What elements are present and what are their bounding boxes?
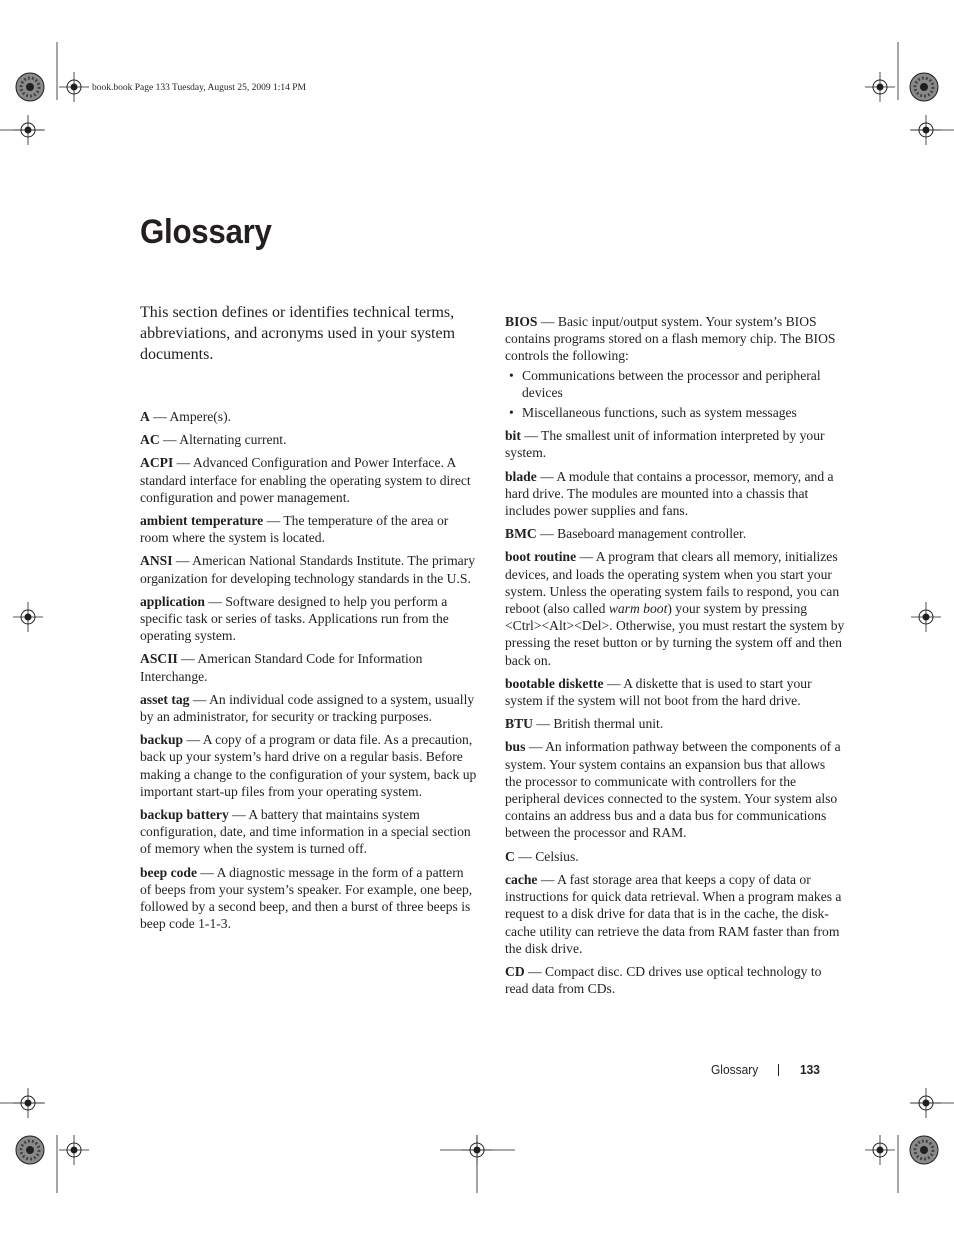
glossary-term: boot routine	[505, 549, 577, 565]
term-separator: —	[537, 314, 558, 329]
footer-section-label: Glossary	[711, 1062, 759, 1077]
glossary-term: ACPI	[140, 455, 174, 471]
glossary-definition: An individual code assigned to a system, usually by an administrator, for security or tracking purposes.	[140, 691, 475, 725]
term-separator: —	[514, 848, 536, 864]
glossary-term: CD	[505, 963, 525, 979]
glossary-right-group-1	[505, 427, 845, 542]
glossary-entry	[140, 731, 478, 800]
glossary-entry	[140, 408, 478, 425]
glossary-entry	[505, 468, 845, 520]
glossary-definition: A module that contains a processor, memory, and a hard drive. The modules are mounted into a chassis that includes power supplies and fans.	[505, 468, 834, 519]
term-separator: —	[263, 513, 284, 529]
glossary-term: ASCII	[140, 651, 178, 667]
glossary-definition: Alternating current.	[179, 432, 287, 448]
glossary-term: ANSI	[140, 553, 173, 569]
term-separator: —	[603, 675, 624, 691]
glossary-term: asset tag	[140, 691, 190, 707]
glossary-term: BIOS	[505, 314, 538, 329]
glossary-entry-boot-routine	[505, 548, 845, 668]
glossary-entry	[140, 864, 478, 933]
glossary-entry	[140, 650, 478, 684]
term-separator: —	[189, 691, 210, 707]
bios-bullet-list	[505, 367, 845, 422]
glossary-term: BTU	[505, 716, 533, 732]
glossary-term: bus	[505, 739, 526, 755]
glossary-term: blade	[505, 468, 537, 484]
glossary-definition: Compact disc. CD drives use optical technology to read data from CDs.	[505, 963, 822, 997]
glossary-definition: Ampere(s).	[169, 409, 231, 424]
intro-paragraph: This section defines or identifies technical terms, abbreviations, and acronyms used in your system documents.	[140, 304, 456, 363]
glossary-definition: American National Standards Institute. The primary organization for developing technology standards in the U.S.	[140, 553, 475, 586]
bullet-item: • Communications between the processor and peripheral devices	[505, 367, 845, 401]
glossary-definition-italic: warm boot	[608, 601, 668, 617]
term-separator: —	[520, 428, 542, 444]
glossary-entry	[505, 525, 845, 542]
glossary-definition: The smallest unit of information interpreted by your system.	[505, 428, 825, 461]
term-separator: —	[173, 455, 193, 471]
glossary-definition: Celsius.	[535, 848, 579, 864]
term-separator: —	[524, 963, 546, 979]
glossary-term: A	[140, 409, 150, 424]
glossary-entry	[140, 512, 478, 546]
glossary-entry	[505, 963, 845, 997]
glossary-definition: An information pathway between the components of a system. Your system contains an expansion bus that allows the processor to communicate with controllers for the peripheral devices connected to the system. Your system also contains an address bus and a data bus for communications between the processor and RAM.	[505, 739, 841, 841]
glossary-entry	[140, 552, 478, 586]
glossary-entry	[505, 738, 845, 841]
glossary-entry	[140, 431, 478, 448]
term-separator: —	[149, 409, 170, 424]
glossary-definition: Software designed to help you perform a specific task or series of tasks. Applications run from the operating system.	[140, 593, 449, 644]
term-separator: —	[532, 716, 554, 732]
glossary-entry	[505, 715, 845, 732]
glossary-definition: A battery that maintains system configuration, date, and time information in a special section of memory when the system is turned off.	[140, 807, 471, 857]
glossary-entry	[505, 848, 845, 865]
glossary-entry-bios	[505, 313, 845, 365]
term-separator: —	[204, 593, 226, 609]
glossary-left-column	[140, 408, 478, 938]
glossary-definition: British thermal unit.	[553, 716, 664, 732]
term-separator: —	[537, 871, 558, 887]
glossary-definition: Advanced Configuration and Power Interface. A standard interface for enabling the operating system to direct configuration and power management.	[140, 455, 471, 505]
term-separator: —	[576, 549, 596, 565]
term-separator: —	[172, 553, 193, 569]
glossary-entry	[140, 691, 478, 725]
glossary-term: AC	[140, 432, 160, 448]
glossary-definition-part: ) your system by pressing <Ctrl><Alt><Del>. Otherwise, you must restart the system by pressing the reset button or by turning the system off and then back on.	[505, 601, 845, 668]
glossary-definition: A diagnostic message in the form of a pattern of beeps from your system’s speaker. For example, one beep, followed by a second beep, and then a burst of three beeps is beep code 1-1-3.	[140, 864, 473, 932]
term-separator: —	[197, 864, 217, 880]
glossary-term: bootable diskette	[505, 675, 604, 691]
term-separator: —	[536, 468, 557, 484]
print-file-stamp: book.book Page 133 Tuesday, August 25, 2009 1:14 PM	[92, 83, 306, 93]
glossary-term: bit	[505, 428, 521, 444]
glossary-definition: American Standard Code for Information Interchange.	[140, 651, 423, 684]
page-title: Glossary	[140, 213, 272, 251]
glossary-definition: Basic input/output system. Your system’s BIOS contains programs stored on a flash memory chip. The BIOS controls the following:	[505, 314, 836, 364]
glossary-right-group-2	[505, 675, 845, 997]
page-number: 133	[800, 1062, 820, 1077]
glossary-definition: A copy of a program or data file. As a precaution, back up your system’s hard drive on a regular basis. Before making a change to the configuration of your system, back up important start-up files from your operating system.	[140, 732, 477, 799]
term-separator: —	[159, 432, 180, 448]
term-separator: —	[228, 807, 249, 823]
glossary-term: backup battery	[140, 807, 229, 823]
glossary-definition-part: A program that clears all memory, initializes devices, and loads the operating system when you start your system. Unless the operating system fails to respond, you can reboot (also called	[505, 549, 840, 617]
glossary-term: C	[505, 848, 515, 864]
term-separator: —	[183, 732, 203, 748]
glossary-entry	[505, 871, 845, 957]
glossary-entry	[505, 427, 845, 461]
glossary-right-column	[505, 313, 845, 1003]
glossary-entry	[140, 806, 478, 858]
glossary-term: backup	[140, 732, 184, 748]
glossary-term: application	[140, 593, 205, 609]
glossary-term: beep code	[140, 864, 198, 880]
glossary-term: ambient temperature	[140, 513, 264, 529]
glossary-definition: Baseboard management controller.	[557, 526, 747, 542]
glossary-entry	[505, 675, 845, 709]
glossary-entry	[140, 593, 478, 645]
glossary-definition: A diskette that is used to start your system if the system will not boot from the hard drive.	[505, 675, 812, 709]
glossary-definition: The temperature of the area or room where the system is located.	[140, 513, 449, 546]
glossary-term: cache	[505, 871, 538, 887]
term-separator: —	[525, 739, 546, 755]
footer-divider	[778, 1064, 779, 1076]
glossary-definition: A fast storage area that keeps a copy of data or instructions for quick data retrieval. When a program makes a request to a disk drive for data that is in the cache, the disk-cache utility can retrieve the data from RAM faster than from the disk drive.	[505, 871, 842, 956]
bullet-item: • Miscellaneous functions, such as system messages	[505, 404, 845, 421]
term-separator: —	[536, 526, 558, 542]
term-separator: —	[177, 651, 198, 667]
glossary-entry	[140, 454, 478, 506]
glossary-term: BMC	[505, 526, 537, 542]
